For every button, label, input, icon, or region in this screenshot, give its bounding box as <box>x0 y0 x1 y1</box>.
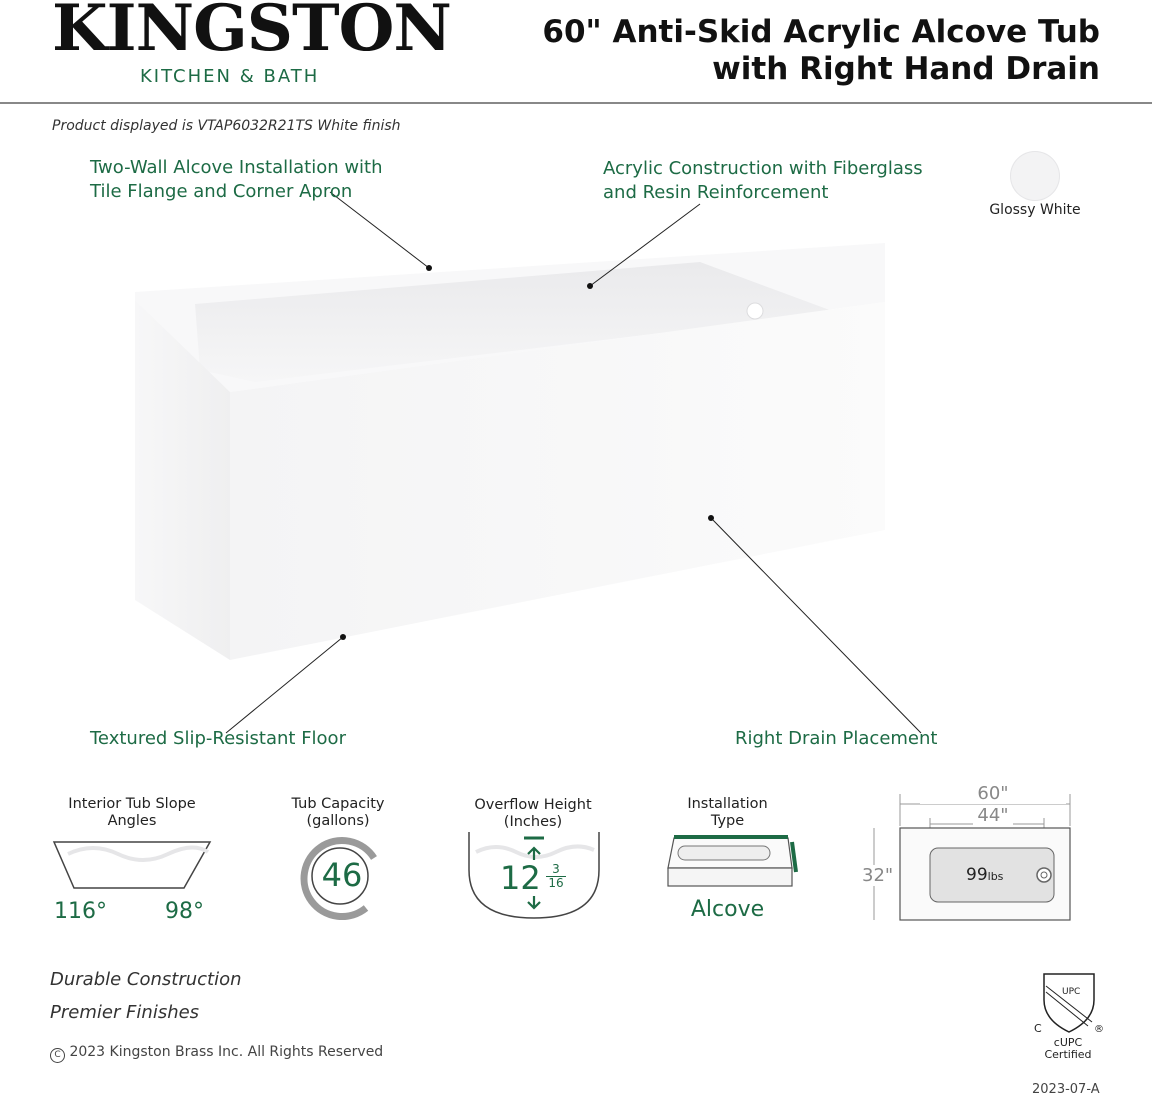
slope-right-angle: 98° <box>165 899 204 924</box>
feature-finishes: Premier Finishes <box>50 1002 200 1023</box>
certification-line-1: cUPC <box>1053 1036 1083 1049</box>
brand-logo: KINGSTON <box>52 0 451 66</box>
dimension-length-value: 60" <box>973 783 1012 804</box>
cupc-mark-text: UPC <box>1062 987 1081 997</box>
alcove-tub-icon <box>664 834 804 890</box>
slope-label-line-1: Interior Tub Slope <box>68 796 196 812</box>
certification-label <box>1030 1037 1106 1061</box>
capacity-label <box>268 796 408 830</box>
finish-label: Glossy White <box>989 202 1081 218</box>
cupc-mark-c: C <box>1034 1022 1042 1035</box>
weight-label <box>966 865 1003 885</box>
brand-subtitle: KITCHEN & BATH <box>140 66 320 87</box>
dimension-inner-length-value: 44" <box>973 805 1012 826</box>
installation-label <box>660 796 795 830</box>
arrow-down-icon <box>528 896 540 908</box>
installation-value: Alcove <box>690 897 765 922</box>
slope-left-angle: 116° <box>54 899 107 924</box>
copyright-icon: C <box>50 1048 65 1063</box>
drain-icon <box>747 303 763 319</box>
overflow-fraction <box>546 863 566 890</box>
overflow-label <box>463 797 603 831</box>
slope-icon <box>48 836 218 896</box>
callout-alcove-line-1: Two-Wall Alcove Installation with <box>90 157 383 178</box>
callout-acrylic-line-2: and Resin Reinforcement <box>603 182 829 203</box>
callout-alcove-installation <box>90 156 383 204</box>
slope-label <box>52 796 212 830</box>
weight-value: 99 <box>966 865 988 885</box>
copyright-text: 2023 Kingston Brass Inc. All Rights Reserved <box>69 1044 384 1060</box>
title-line-2: with Right Hand Drain <box>712 51 1100 87</box>
tub-body <box>135 243 885 660</box>
callout-dot-drain <box>708 515 714 521</box>
callout-dot-floor <box>340 634 346 640</box>
callout-acrylic-line-1: Acrylic Construction with Fiberglass <box>603 158 923 179</box>
callout-slip-resistant-floor: Textured Slip-Resistant Floor <box>90 728 346 749</box>
callout-alcove-line-2: Tile Flange and Corner Apron <box>90 181 353 202</box>
copyright <box>50 1044 383 1063</box>
capacity-label-line-2: (gallons) <box>306 813 370 829</box>
callout-acrylic-construction <box>603 157 923 205</box>
overflow-label-line-1: Overflow Height <box>474 797 592 813</box>
dimension-inner-length <box>940 806 1046 826</box>
finish-swatch[interactable] <box>1010 151 1060 201</box>
certification-line-2: Certified <box>1044 1048 1092 1061</box>
leader-line-drain <box>711 518 921 733</box>
installation-label-line-1: Installation <box>687 796 768 812</box>
overflow-whole: 12 <box>500 859 541 897</box>
overflow-fraction-numerator: 3 <box>546 863 566 877</box>
document-code: 2023-07-A <box>1032 1082 1100 1097</box>
title-line-1: 60" Anti-Skid Acrylic Alcove Tub <box>542 14 1100 50</box>
capacity-label-line-1: Tub Capacity <box>291 796 385 812</box>
callout-drain-placement: Right Drain Placement <box>735 728 938 749</box>
display-note: Product displayed is VTAP6032R21TS White finish <box>52 118 401 134</box>
installation-label-line-2: Type <box>710 813 745 829</box>
weight-unit: lbs <box>987 870 1004 883</box>
capacity-value: 46 <box>321 856 363 894</box>
cupc-certification-icon <box>1032 970 1106 1036</box>
callout-dot-acrylic <box>587 283 593 289</box>
feature-durable: Durable Construction <box>50 969 242 990</box>
callout-dot-alcove <box>426 265 432 271</box>
dimension-width: 32" <box>862 865 894 886</box>
overflow-fraction-denominator: 16 <box>548 876 564 890</box>
overflow-label-line-2: (Inches) <box>503 814 563 830</box>
dimension-length <box>920 784 1066 804</box>
cupc-mark-r: ® <box>1094 1024 1104 1035</box>
slope-label-line-2: Angles <box>107 813 157 829</box>
